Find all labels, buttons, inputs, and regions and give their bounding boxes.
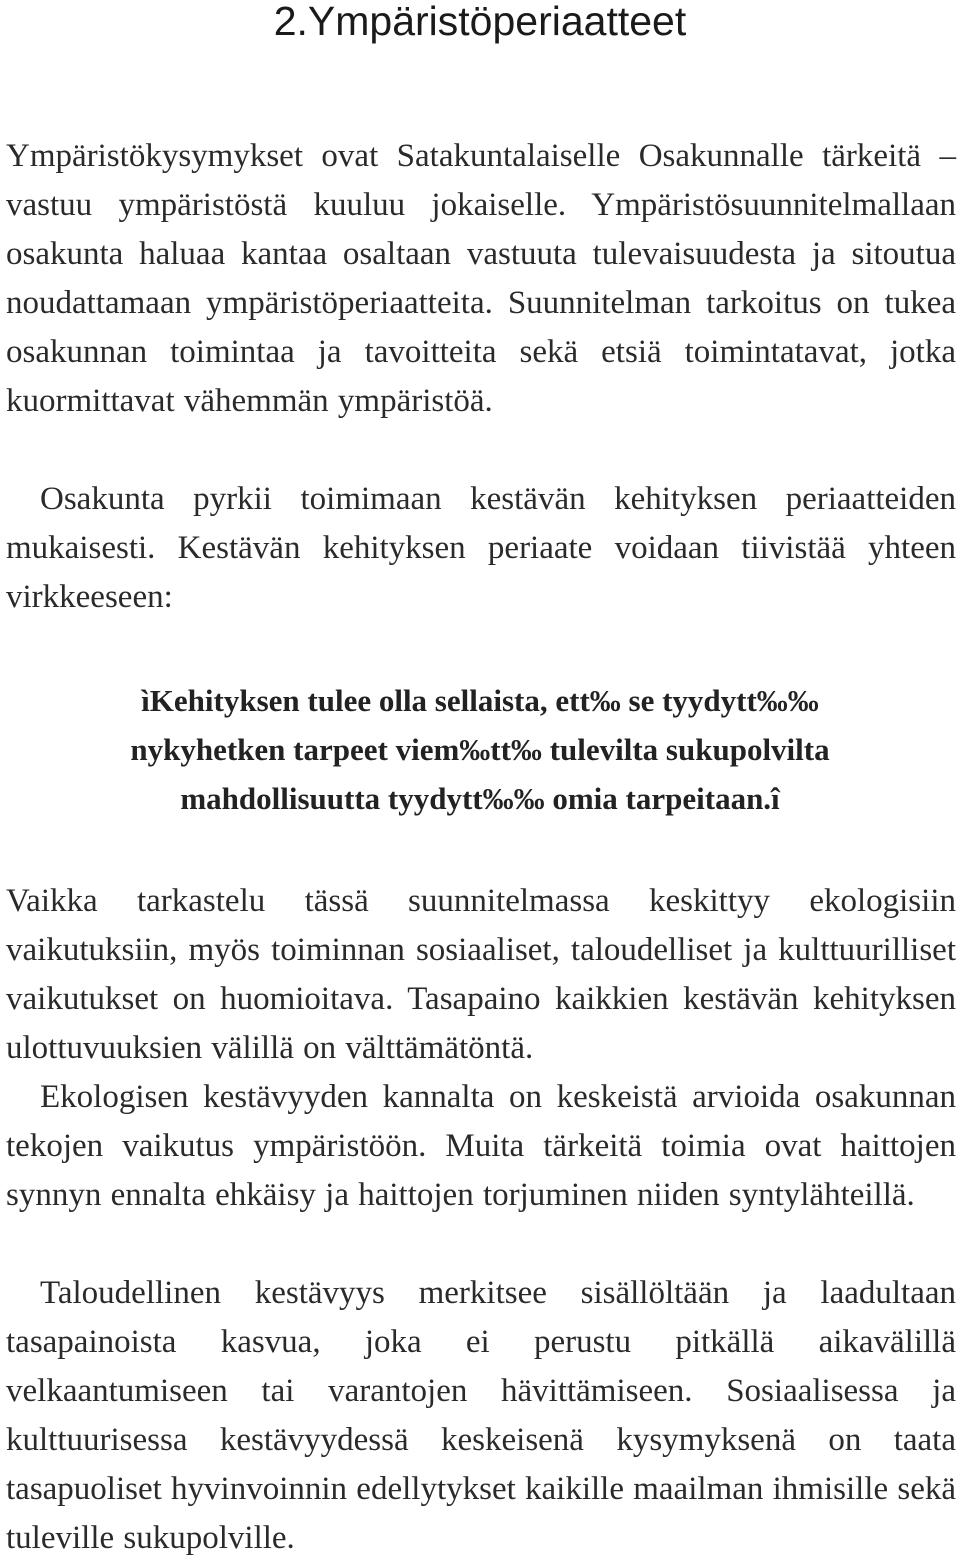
- paragraph-intro: Ympäristökysymykset ovat Satakuntalaiselle Osakunnalle tärkeitä – vastuu ympäristöstä kuuluu jokaiselle. Ympäristösuunnitelmallaan osakunta haluaa kantaa osaltaan vastuuta tulevaisuudesta ja sitoutua noudattamaan ympäristöperiaatteita. Suunnitelman tarkoitus on tukea osakunnan toimintaa ja tavoitteita sekä etsiä toimintatavat, jotka kuormittavat vähemmän ympäristöä.: [6, 138, 956, 419]
- sustainability-quote: [0, 676, 960, 823]
- paragraph-dimensions: Vaikka tarkastelu tässä suunnitelmassa keskittyy ekologisiin vaikutuksiin, myös toiminnan sosiaaliset, taloudelliset ja kulttuurilliset vaikutukset on huomioitava. Tasapaino kaikkien kestävän kehityksen ulottuvuuksien välillä on välttämätöntä.: [6, 883, 956, 1066]
- paragraph-economic-social: Taloudellinen kestävyys merkitsee sisällöltään ja laadultaan tasapainoista kasvua, joka ei perustu pitkällä aikavälillä velkaantumiseen tai varantojen hävittämiseen. Sosiaalisessa ja kulttuurisessa kestävyydessä keskeisenä kysymyksenä on taata tasapuoliset hyvinvoinnin edellytykset kaikille maailman ihmisille sekä tuleville sukupolville.: [6, 1275, 956, 1556]
- page-title: 2.Ympäristöperiaatteet: [273, 0, 687, 44]
- quote-line-1: ìKehityksen tulee olla sellaista, ett‰ se tyydytt‰‰: [141, 683, 819, 718]
- quote-line-2: nykyhetken tarpeet viem‰tt‰ tulevilta sukupolvilta: [130, 732, 830, 767]
- paragraph-sustainability: Osakunta pyrkii toimimaan kestävän kehityksen periaatteiden mukaisesti. Kestävän kehityksen periaate voidaan tiivistää yhteen virkkeeseen:: [6, 481, 956, 615]
- quote-line-3: mahdollisuutta tyydytt‰‰ omia tarpeitaan.î: [180, 781, 780, 816]
- paragraph-ecological: Ekologisen kestävyyden kannalta on keskeistä arvioida osakunnan tekojen vaikutus ympäristöön. Muita tärkeitä toimia ovat haittojen synnyn ennalta ehkäisy ja haittojen torjuminen niiden syntylähteillä.: [6, 1079, 956, 1213]
